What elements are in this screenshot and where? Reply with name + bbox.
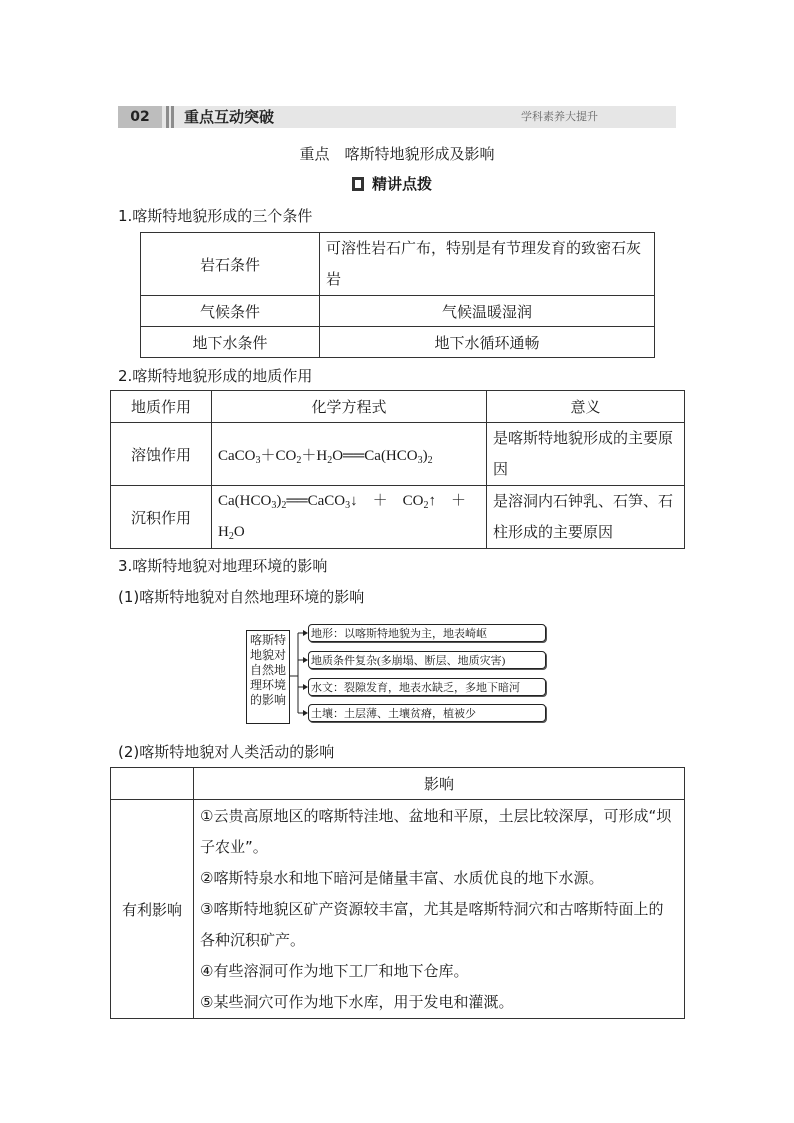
table-cell: 气候条件 xyxy=(141,296,320,327)
list-item: ④有些溶洞可作为地下工厂和地下仓库。 xyxy=(200,961,469,980)
list-item: ①云贵高原地区的喀斯特洼地、盆地和平原，土层比较深厚，可形成“坝子农业”。 xyxy=(200,806,672,856)
human-impact-table xyxy=(110,767,685,1019)
table-cell: 有利影响 xyxy=(111,800,194,1019)
chemical-equation: $Ca(HCO_3)_2══CaCO_3↓$ ＋ $CO_2↑$ ＋ $H_2O$ xyxy=(212,486,487,549)
table-header-cell: 地质作用 xyxy=(111,391,212,423)
table-cell: 气候温暖湿润 xyxy=(320,296,655,327)
section3-heading: 3.喀斯特地貌对地理环境的影响 xyxy=(118,557,328,575)
geology-table xyxy=(110,390,685,549)
section2-heading: 2.喀斯特地貌形成的地质作用 xyxy=(118,367,313,385)
table-cell: 溶蚀作用 xyxy=(111,423,212,486)
table-row xyxy=(141,296,655,327)
sub-title-text: 精讲点拨 xyxy=(372,175,433,193)
section-header-band xyxy=(118,106,676,128)
sub-title xyxy=(352,173,432,194)
book-icon xyxy=(352,177,364,191)
table-header-cell: 化学方程式 xyxy=(212,391,487,423)
table-cell: 可溶性岩石广布，特别是有节理发育的致密石灰岩 xyxy=(320,233,655,296)
diagram-label: 喀斯特地貌对自然地理环境的影响 xyxy=(246,630,290,724)
table-header-cell xyxy=(111,768,194,800)
list-item: ③喀斯特地貌区矿产资源较丰富，尤其是喀斯特洞穴和古喀斯特面上的各种沉积矿产。 xyxy=(200,899,664,949)
table-row xyxy=(111,800,685,1019)
table-cell: 是喀斯特地貌形成的主要原因 xyxy=(487,423,685,486)
list-item: ②喀斯特泉水和地下暗河是储量丰富、水质优良的地下水源。 xyxy=(200,868,604,887)
table-row xyxy=(111,423,685,486)
table-row xyxy=(141,327,655,358)
table-cell: 地下水循环通畅 xyxy=(320,327,655,358)
table-cell: 沉积作用 xyxy=(111,486,212,549)
table-cell: 岩石条件 xyxy=(141,233,320,296)
table-row xyxy=(111,768,685,800)
section1-heading: 1.喀斯特地貌形成的三个条件 xyxy=(118,207,313,225)
section-title: 重点互动突破 xyxy=(184,108,275,126)
diagram-item: 地形：以喀斯特地貌为主，地表崎岖 xyxy=(308,624,546,642)
section3-sub1: (1)喀斯特地貌对自然地理环境的影响 xyxy=(118,588,365,606)
section3-sub2: (2)喀斯特地貌对人类活动的影响 xyxy=(118,743,335,761)
table-cell: 地下水条件 xyxy=(141,327,320,358)
table-header-cell: 意义 xyxy=(487,391,685,423)
diagram-item: 土壤：土层薄、土壤贫瘠，植被少 xyxy=(308,704,546,722)
key-point-title: 重点 喀斯特地貌形成及影响 xyxy=(299,145,495,163)
impact-list xyxy=(194,800,685,1019)
header-divider xyxy=(171,106,174,128)
diagram-item: 地质条件复杂(多崩塌、断层、地质灾害) xyxy=(308,651,546,669)
impact-diagram xyxy=(246,620,548,730)
table-row xyxy=(141,233,655,296)
section-subtitle: 学科素养大提升 xyxy=(521,110,598,123)
table-header-cell: 影响 xyxy=(194,768,685,800)
conditions-table xyxy=(140,232,655,358)
chemical-equation: $CaCO_3+CO_2+H_2O══Ca(HCO_3)_2$ xyxy=(212,423,487,486)
table-row xyxy=(111,486,685,549)
section-number: 02 xyxy=(118,106,162,128)
diagram-item: 水文：裂隙发育，地表水缺乏，多地下暗河 xyxy=(308,678,546,696)
table-row xyxy=(111,391,685,423)
table-cell: 是溶洞内石钟乳、石笋、石柱形成的主要原因 xyxy=(487,486,685,549)
list-item: ⑤某些洞穴可作为地下水库，用于发电和灌溉。 xyxy=(200,992,514,1011)
header-divider xyxy=(166,106,169,128)
